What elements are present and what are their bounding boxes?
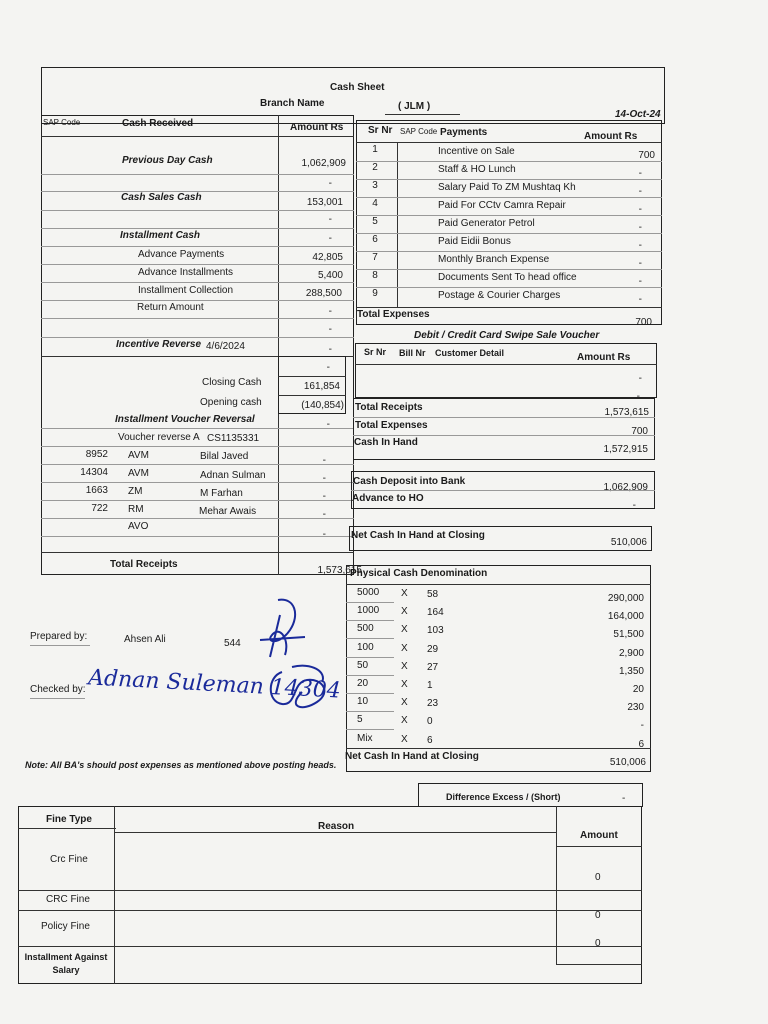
- payment-sr: 8: [372, 270, 378, 281]
- payment-sr: 5: [372, 216, 378, 227]
- row-line: [356, 269, 662, 270]
- row-line: [346, 729, 394, 730]
- fine-type: Policy Fine: [41, 921, 90, 932]
- fine-amount: 0: [595, 938, 601, 949]
- row-line: [41, 518, 354, 519]
- advance-payments-amount: 42,805: [312, 252, 343, 263]
- closing-cash-amount: 161,854: [303, 381, 340, 392]
- col-customer-detail: Customer Detail: [435, 348, 505, 358]
- denomination-x: X: [401, 643, 408, 654]
- staff-name: M Farhan: [200, 488, 243, 499]
- denomination-title: Physical Cash Denomination: [350, 568, 488, 579]
- row-line: [355, 364, 657, 365]
- denomination-total: 6: [638, 739, 644, 750]
- row-line: [114, 832, 556, 833]
- net-closing-amount: 510,006: [610, 537, 647, 548]
- advance-to-ho-label: Advance to HO: [352, 493, 424, 504]
- payment-sr: 4: [372, 198, 378, 209]
- row-line: [353, 435, 655, 436]
- cash-in-hand-label: Cash In Hand: [354, 437, 418, 448]
- row-line: [41, 482, 354, 483]
- checked-by-label: Checked by:: [30, 684, 86, 695]
- installment-collection-amount: 288,500: [305, 288, 342, 299]
- row-line: [41, 228, 354, 229]
- col-cash-received: Cash Received: [122, 118, 194, 129]
- payment-amount: -: [638, 186, 642, 197]
- row-line: [41, 552, 354, 553]
- advance-installments-amount: 5,400: [317, 270, 343, 281]
- prepared-by-code: 544: [224, 638, 241, 649]
- staff-code: 722: [91, 503, 108, 514]
- payment-amount: -: [638, 204, 642, 215]
- voucher-reversal-amount: -: [326, 419, 330, 430]
- denomination-total: 20: [632, 684, 644, 695]
- return-amount-value: -: [328, 306, 332, 317]
- row-line: [41, 500, 354, 501]
- cash-deposit-label: Cash Deposit into Bank: [353, 476, 466, 487]
- denomination-note: 5: [357, 714, 363, 725]
- payment-amount: -: [638, 222, 642, 233]
- card-voucher-title: Debit / Credit Card Swipe Sale Voucher: [414, 330, 600, 341]
- advance-to-ho-amount: -: [632, 500, 636, 511]
- col-bill-nr: Bill Nr: [399, 348, 426, 358]
- voucher-reverse-code: CS1135331: [207, 433, 260, 444]
- card-dash: -: [638, 373, 642, 384]
- row-line: [41, 246, 354, 247]
- checked-signature-icon: [262, 662, 342, 722]
- payment-amount: 700: [638, 150, 655, 161]
- row-line: [356, 233, 662, 234]
- row-line: [356, 307, 662, 308]
- prepared-signature-icon: [250, 595, 310, 665]
- left-header-line: [41, 136, 354, 137]
- fine-type: Crc Fine: [50, 854, 88, 865]
- row-line: [346, 638, 394, 639]
- voucher-reverse-label: Voucher reverse A: [118, 432, 200, 443]
- branch-underline: [385, 114, 460, 115]
- denomination-x: X: [401, 715, 408, 726]
- denomination-x: X: [401, 697, 408, 708]
- branch-value: ( JLM ): [398, 101, 431, 112]
- row-line: [41, 210, 354, 211]
- payment-sr: 9: [372, 288, 378, 299]
- denomination-total: 290,000: [607, 593, 644, 604]
- checked-signature: Adnan Suleman 14304: [87, 665, 342, 704]
- row-line: [278, 395, 346, 396]
- row-line: [18, 890, 642, 891]
- row-line: [41, 318, 354, 319]
- col-sr-nr: Sr Nr: [364, 347, 387, 357]
- payment-label: Incentive on Sale: [438, 146, 515, 157]
- sheet-title: Cash Sheet: [330, 82, 385, 93]
- previous-day-cash-amount: 1,062,909: [301, 158, 346, 169]
- payment-amount: -: [638, 240, 642, 251]
- row-line: [356, 215, 662, 216]
- row-line: [346, 675, 394, 676]
- left-amount-divider: [278, 115, 279, 575]
- return-amount-label: Return Amount: [137, 302, 204, 313]
- col-line: [556, 806, 557, 964]
- payment-label: Salary Paid To ZM Mushtaq Kh: [438, 182, 576, 193]
- prepared-underline: [30, 645, 90, 646]
- denomination-count: 29: [427, 644, 439, 655]
- fine-type: Installment Against Salary: [24, 952, 108, 975]
- row-line: [356, 142, 662, 143]
- summary-receipts-amount: 1,573,615: [604, 407, 649, 418]
- col-sap-code: SAP Code: [43, 118, 81, 127]
- denomination-total: 164,000: [607, 611, 644, 622]
- denomination-note: 100: [357, 642, 374, 653]
- staff-role: ZM: [128, 486, 143, 497]
- row-line: [18, 946, 642, 947]
- row-line: [346, 711, 394, 712]
- total-expenses-amount: 700: [635, 317, 652, 328]
- fine-amount: 0: [595, 910, 601, 921]
- staff-code: 14304: [80, 467, 108, 478]
- denomination-count: 58: [427, 589, 439, 600]
- staff-amount: -: [322, 455, 326, 466]
- row-line: [346, 748, 651, 749]
- denomination-total: 1,350: [618, 666, 644, 677]
- difference-value: -: [622, 793, 626, 804]
- payment-label: Monthly Branch Expense: [438, 254, 550, 265]
- row-line: [41, 282, 354, 283]
- installment-cash-label: Installment Cash: [120, 230, 201, 241]
- staff-role: RM: [128, 504, 144, 515]
- denomination-x: X: [401, 661, 408, 672]
- staff-amount: -: [322, 509, 326, 520]
- difference-label: Difference Excess / (Short): [446, 792, 561, 802]
- payment-label: Paid Eidii Bonus: [438, 236, 511, 247]
- row-line: [351, 490, 655, 491]
- row-line: [346, 584, 651, 585]
- staff-role: AVO: [128, 521, 149, 532]
- denomination-x: X: [401, 588, 408, 599]
- denomination-note: 20: [357, 678, 369, 689]
- col-payments: Payments: [440, 127, 488, 138]
- row-line: [41, 428, 354, 429]
- row-line: [356, 197, 662, 198]
- row-line: [18, 828, 116, 829]
- prepared-by-name: Ahsen Ali: [124, 634, 166, 645]
- row-line: [356, 287, 662, 288]
- row-line: [41, 300, 354, 301]
- row-line: [18, 910, 642, 911]
- summary-expenses-label: Total Expenses: [355, 420, 428, 431]
- staff-name: Bilal Javed: [200, 451, 249, 462]
- denomination-count: 1: [427, 680, 433, 691]
- denomination-total: -: [640, 720, 644, 731]
- voucher-reversal-label: Installment Voucher Reversal: [115, 414, 255, 425]
- denomination-count: 164: [427, 607, 444, 618]
- staff-amount: -: [322, 473, 326, 484]
- payment-sr: 6: [372, 234, 378, 245]
- total-receipts-amount: 1,573,615: [317, 565, 362, 576]
- payment-sr: 2: [372, 162, 378, 173]
- denomination-note: 5000: [357, 587, 380, 598]
- row-line: [356, 179, 662, 180]
- cash-in-hand-amount: 1,572,915: [603, 444, 648, 455]
- payment-sr: 7: [372, 252, 378, 263]
- row-line: [346, 620, 394, 621]
- staff-role: AVM: [128, 468, 149, 479]
- payment-amount: -: [638, 168, 642, 179]
- staff-code: 8952: [85, 449, 108, 460]
- payment-amount: -: [638, 258, 642, 269]
- summary-expenses-amount: 700: [631, 426, 648, 437]
- incentive-reverse-label: Incentive Reverse: [116, 339, 202, 350]
- col-fine-type: Fine Type: [46, 814, 92, 825]
- col-fine-amount: Amount: [580, 830, 618, 841]
- denomination-note: 50: [357, 660, 369, 671]
- row-line: [41, 264, 354, 265]
- payment-sr: 3: [372, 180, 378, 191]
- denomination-count: 0: [427, 716, 433, 727]
- installment-cash-amount: -: [328, 233, 332, 244]
- denomination-x: X: [401, 624, 408, 635]
- col-amount: Amount Rs: [584, 131, 638, 142]
- row-line: [356, 251, 662, 252]
- denomination-x: X: [401, 734, 408, 745]
- denomination-note: 500: [357, 623, 374, 634]
- col-sr-nr: Sr Nr: [368, 125, 393, 136]
- opening-cash-amount: (140,854): [301, 400, 344, 411]
- card-dash: -: [636, 391, 640, 402]
- staff-amount: -: [322, 491, 326, 502]
- payment-amount: -: [638, 294, 642, 305]
- row-line: [346, 693, 394, 694]
- sheet-date: 14-Oct-24: [615, 109, 661, 120]
- installment-collection-label: Installment Collection: [138, 285, 234, 296]
- denomination-count: 103: [427, 625, 444, 636]
- row-line: [278, 376, 346, 377]
- denomination-total: 230: [627, 702, 644, 713]
- fine-amount: 0: [595, 872, 601, 883]
- denomination-x: X: [401, 679, 408, 690]
- col-sap-code: SAP Code: [400, 127, 438, 136]
- col-reason: Reason: [318, 821, 355, 832]
- dash-amount: -: [328, 214, 332, 225]
- row-line: [346, 602, 394, 603]
- staff-code: 1663: [85, 485, 108, 496]
- payment-label: Staff & HO Lunch: [438, 164, 516, 175]
- row-line: [41, 337, 354, 338]
- advance-installments-label: Advance Installments: [138, 267, 234, 278]
- denomination-net-label: Net Cash In Hand at Closing: [345, 751, 479, 762]
- payment-label: Postage & Courier Charges: [438, 290, 561, 301]
- opening-cash-label: Opening cash: [200, 397, 262, 408]
- previous-day-cash-label: Previous Day Cash: [122, 155, 213, 166]
- dash-amount: -: [326, 362, 330, 373]
- cash-sales-cash-amount: 153,001: [306, 197, 343, 208]
- denomination-note: Mix: [357, 733, 373, 744]
- cash-deposit-amount: 1,062,909: [603, 482, 648, 493]
- denomination-note: 1000: [357, 605, 380, 616]
- row-line: [346, 657, 394, 658]
- col-line: [397, 142, 398, 307]
- denomination-total: 2,900: [618, 648, 644, 659]
- staff-name: Adnan Sulman: [200, 470, 266, 481]
- payment-amount: -: [638, 276, 642, 287]
- row-line: [556, 964, 642, 965]
- fine-type: CRC Fine: [46, 894, 90, 905]
- denomination-note: 10: [357, 696, 369, 707]
- col-amount: Amount Rs: [290, 122, 344, 133]
- row-line: [41, 446, 354, 447]
- row-line: [356, 161, 662, 162]
- payment-sr: 1: [372, 144, 378, 155]
- dash-amount: -: [328, 324, 332, 335]
- staff-name: Mehar Awais: [199, 506, 257, 517]
- denomination-count: 6: [427, 735, 433, 746]
- denomination-net-amount: 510,006: [609, 757, 646, 768]
- row-line: [41, 464, 354, 465]
- incentive-reverse-amount: -: [328, 344, 332, 355]
- total-receipts-label: Total Receipts: [110, 559, 178, 570]
- advance-payments-label: Advance Payments: [138, 249, 225, 260]
- posting-note: Note: All BA's should post expenses as mentioned above posting heads.: [25, 760, 337, 770]
- denomination-x: X: [401, 606, 408, 617]
- dash-amount: -: [328, 178, 332, 189]
- branch-label: Branch Name: [260, 98, 325, 109]
- summary-receipts-label: Total Receipts: [355, 402, 423, 413]
- row-line: [353, 417, 655, 418]
- denomination-count: 23: [427, 698, 439, 709]
- denomination-count: 27: [427, 662, 439, 673]
- row-line: [41, 536, 354, 537]
- closing-cash-label: Closing Cash: [202, 377, 262, 388]
- staff-role: AVM: [128, 450, 149, 461]
- prepared-by-label: Prepared by:: [30, 631, 88, 642]
- payment-label: Paid Generator Petrol: [438, 218, 535, 229]
- incentive-reverse-date: 4/6/2024: [206, 341, 245, 352]
- payment-label: Paid For CCtv Camra Repair: [438, 200, 566, 211]
- payment-label: Documents Sent To head office: [438, 272, 577, 283]
- net-closing-label: Net Cash In Hand at Closing: [351, 530, 485, 541]
- cash-sales-cash-label: Cash Sales Cash: [121, 192, 202, 203]
- row-line: [41, 174, 354, 175]
- denomination-total: 51,500: [613, 629, 644, 640]
- col-amount: Amount Rs: [577, 352, 631, 363]
- checked-underline: [30, 698, 85, 699]
- row-line: [556, 846, 642, 847]
- staff-amount: -: [322, 529, 326, 540]
- total-expenses-label: Total Expenses: [357, 309, 430, 320]
